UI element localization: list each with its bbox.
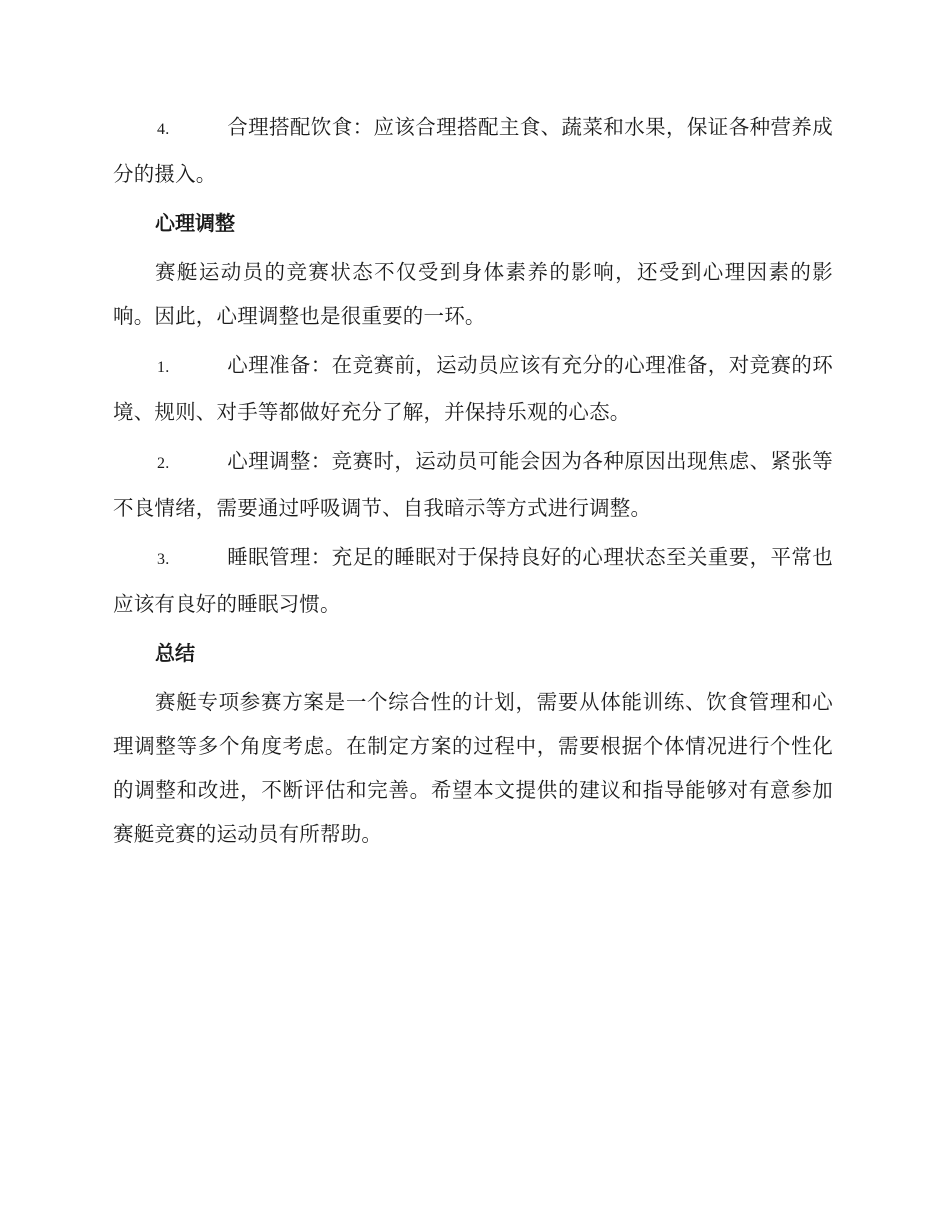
list-text: 心理调整：竞赛时，运动员可能会因为各种原因出现焦虑、紧张等不良情绪，需要通过呼吸调节、自我暗示等方式进行调整。 (113, 449, 833, 520)
list-number: 2. (157, 455, 170, 472)
list-item-mental-adjust (113, 439, 833, 530)
list-number: 1. (157, 359, 170, 376)
list-text: 睡眠管理：充足的睡眠对于保持良好的心理状态至关重要，平常也应该有良好的睡眠习惯。 (113, 545, 833, 616)
paragraph-psychology-intro: 赛艇运动员的竞赛状态不仅受到身体素养的影响，还受到心理因素的影响。因此，心理调整也是很重要的一环。 (113, 260, 833, 328)
paragraph-summary: 赛艇专项参赛方案是一个综合性的计划，需要从体能训练、饮食管理和心理调整等多个角度考虑。在制定方案的过程中，需要根据个体情况进行个性化的调整和改进，不断评估和完善。希望本文提供的建议和指导能够对有意参加赛艇竞赛的运动员有所帮助。 (113, 690, 833, 846)
list-text: 合理搭配饮食：应该合理搭配主食、蔬菜和水果，保证各种营养成分的摄入。 (113, 115, 833, 186)
section-heading-psychology: 心理调整 (155, 211, 235, 235)
list-item-mental-prep (113, 343, 833, 434)
list-item-sleep (113, 535, 833, 626)
list-number: 3. (157, 551, 170, 568)
list-item-diet (113, 105, 833, 196)
list-text: 心理准备：在竞赛前，运动员应该有充分的心理准备，对竞赛的环境、规则、对手等都做好充分了解，并保持乐观的心态。 (113, 353, 833, 424)
document-page (113, 105, 833, 861)
section-heading-summary: 总结 (155, 641, 195, 665)
list-number: 4. (157, 121, 170, 138)
